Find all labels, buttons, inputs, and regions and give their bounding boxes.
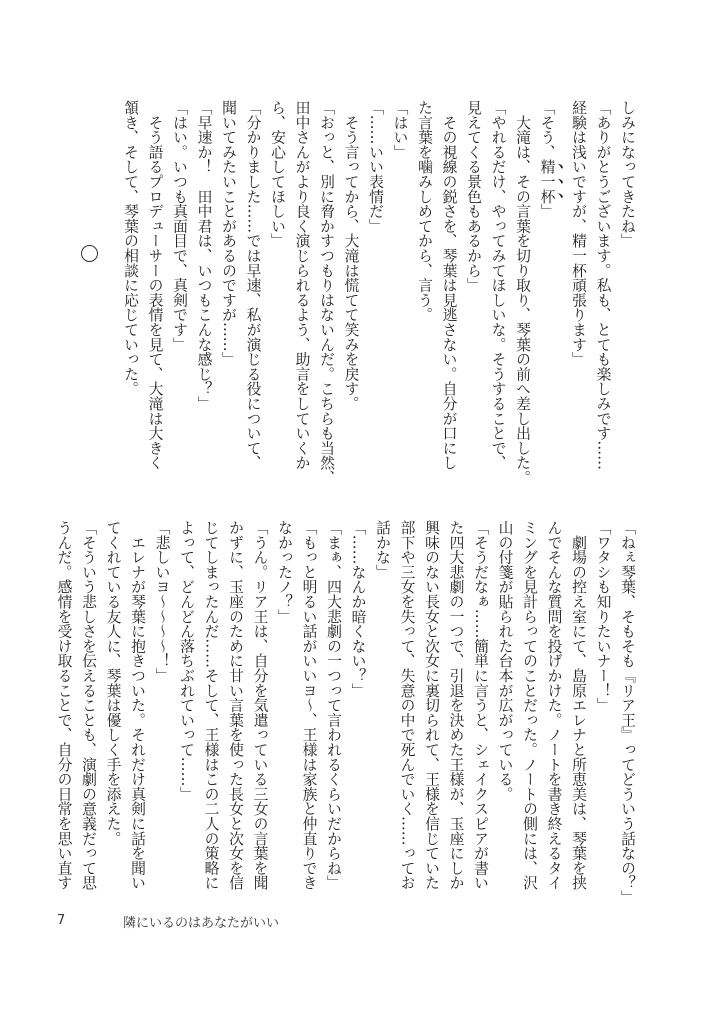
text-segment: 「そう、 bbox=[538, 100, 556, 160]
text-line: 「はい」 bbox=[391, 100, 409, 160]
text-line: うんだ。感情を受け取ることで、自分の日常を思い直す bbox=[55, 520, 73, 890]
text-line: その視線の鋭さを、琴葉は見逃さない。自分が口にし bbox=[440, 100, 458, 470]
bottom-text-block bbox=[51, 520, 639, 905]
text-line: 「そうだなぁ……簡単に言うと、シェイクスピアが書い bbox=[472, 520, 489, 890]
text-line: じてしまったんだ……そして、王様はこの二人の策略に bbox=[202, 520, 220, 890]
text-line: んでそんな質問を投げかけた。ノートを書き終えるタイ bbox=[545, 520, 563, 890]
text-line: 大滝は、その言葉を切り取り、琴葉の前へ差し出した。 bbox=[514, 100, 531, 485]
text-line: 頷き、そして、琴葉の相談に応じていった。 bbox=[122, 100, 139, 396]
text-line: 田中さんがより良く演じられるよう、助言をしていくか bbox=[293, 100, 311, 470]
text-line bbox=[534, 100, 566, 480]
text-line: 「やれるだけ、やってみてほしいな。そうすることで、 bbox=[489, 100, 507, 470]
text-line: 「ねぇ琴葉、そもそも『リア王』ってどういう話なの？」 bbox=[619, 520, 636, 905]
running-title: 隣にいるのはあなたがいい bbox=[123, 916, 280, 931]
text-line: なかったノ？」 bbox=[276, 520, 293, 624]
text-segment: 」 bbox=[538, 203, 556, 219]
text-line: かずに、玉座のために甘い言葉を使った長女と次女を信 bbox=[227, 520, 244, 890]
text-line: 「ありがとうございます。私も、とても楽しみです…… bbox=[594, 100, 612, 470]
text-line: 「ワタシも知りたいナー！」 bbox=[594, 520, 612, 713]
text-line: 「早速か！ 田中君は、いつもこんな感じ？」 bbox=[195, 100, 213, 411]
text-line: ら、安心してほしい」 bbox=[269, 100, 286, 248]
text-line: 「うん。リア王は、自分を気遣っている三女の言葉を聞 bbox=[251, 520, 269, 890]
text-line: 「分かりました……では早速、私が演じる役について、 bbox=[244, 100, 262, 470]
text-line: 見えてくる景色もあるから」 bbox=[465, 100, 482, 293]
text-line: 「そういう悲しさを伝えることも、演劇の意義だって思 bbox=[80, 520, 97, 890]
text-line: 「……いい表情だ」 bbox=[367, 100, 384, 234]
text-line: 「まぁ、四大悲劇の一つって言われるくらいだからね」 bbox=[325, 520, 342, 890]
page-number: 7 bbox=[57, 913, 66, 928]
text-line: た言葉を噛みしめてから、言う。 bbox=[416, 100, 433, 322]
text-line: 山の付箋が貼られた台本が広がっている。 bbox=[496, 520, 514, 802]
top-text-block bbox=[118, 100, 640, 485]
text-line: そう語るプロデューサーの表情を見て、大滝は大きく bbox=[146, 100, 164, 470]
text-line: 「もっと明るい話がいいヨ～、王様は家族と仲直りでき bbox=[300, 520, 318, 890]
text-line: ミングを見計らってのことだった。ノートの側には、沢 bbox=[521, 520, 538, 890]
text-line: 部下や三女を失って、失意の中で死んでいく……ってお bbox=[398, 520, 416, 890]
text-line: 「おっと、別に脅かすつもりはないんだ。こちらも当然、 bbox=[318, 100, 335, 485]
text-line: てくれている友人に、琴葉は優しく手を添えた。 bbox=[104, 520, 122, 846]
text-line: よって、どんどん落ちぶれていって……」 bbox=[178, 520, 195, 802]
text-line: 劇場の控え室にて、島原エレナと所恵美は、琴葉を挟 bbox=[570, 520, 587, 890]
text-line: 興味のない長女と次女に裏切られて、王様を信じていた bbox=[423, 520, 440, 890]
text-line: た四大悲劇の一つで、引退を決めた王様が、玉座にしか bbox=[447, 520, 465, 890]
text-line: 「はい。いつも真面目で、真剣です」 bbox=[171, 100, 188, 352]
section-break-circle-icon bbox=[81, 245, 98, 262]
text-line: そう言ってから、大滝は慌てて笑みを戻す。 bbox=[342, 100, 360, 411]
text-line: しみになってきたね」 bbox=[619, 100, 636, 248]
text-line: エレナが琴葉に抱きついた。それだけ真剣に話を聞い bbox=[129, 520, 146, 890]
text-line: 「……なんか暗くない？」 bbox=[349, 520, 367, 698]
text-line: 聞いてみたいことがあるのですが……」 bbox=[220, 100, 237, 367]
emphasized-text: 精一杯 bbox=[538, 159, 556, 204]
text-line: 話かな」 bbox=[374, 520, 391, 580]
text-line: 経験は浅いですが、精一杯頑張ります」 bbox=[570, 100, 587, 367]
text-line: 「悲しいヨ～～～～！」 bbox=[153, 520, 171, 683]
